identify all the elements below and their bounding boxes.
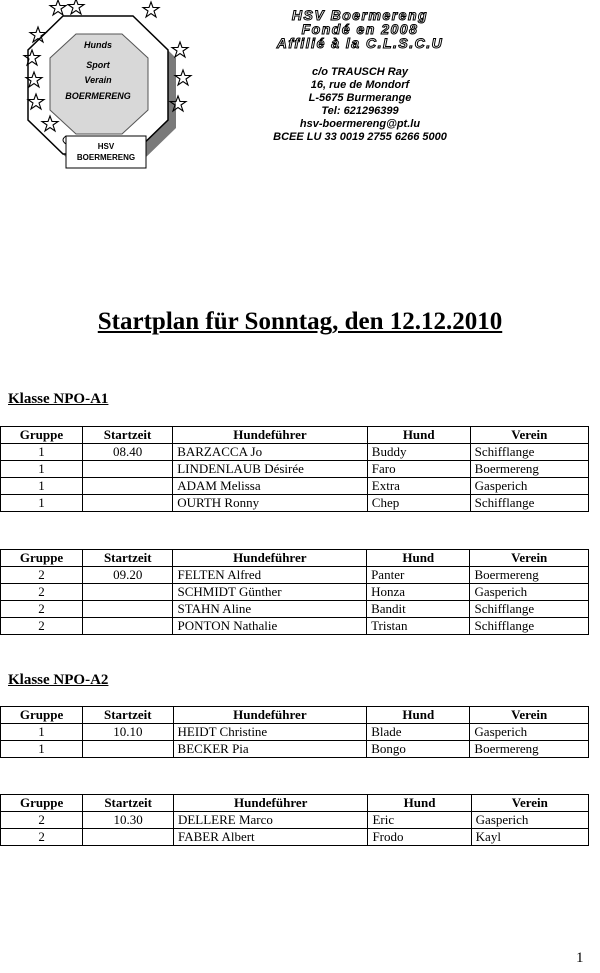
cell-group: 1 [1,495,83,512]
column-header-dog: Hund [367,550,470,567]
table-header-row [1,427,589,444]
column-header-start-time: Startzeit [83,795,174,812]
cell-club: Gasperich [470,478,588,495]
logo-graphic [8,0,203,175]
class-heading-npo-a1: Klasse NPO-A1 [8,391,109,407]
column-header-club: Verein [471,795,588,812]
cell-club: Kayl [471,829,588,846]
table-header-row [1,707,589,724]
table-row [1,567,589,584]
cell-handler: ADAM Melissa [173,478,368,495]
page-number: 1 [576,950,584,966]
cell-group: 2 [1,584,83,601]
table-header-row [1,550,589,567]
cell-handler: BARZACCA Jo [173,444,368,461]
cell-dog: Eric [368,812,471,829]
cell-dog: Extra [367,478,470,495]
contact-bank: BCEE LU 33 0019 2755 6266 5000 [273,131,447,143]
cell-dog: Frodo [368,829,471,846]
cell-group: 2 [1,812,83,829]
contact-block [255,66,465,144]
cell-start-time: 10.30 [83,812,174,829]
cell-dog: Chep [367,495,470,512]
logo-line-1: Hunds [84,40,112,50]
cell-handler: DELLERE Marco [173,812,367,829]
cell-group: 1 [1,478,83,495]
cell-group: 2 [1,567,83,584]
cell-start-time [82,478,172,495]
logo-banner-line-2: BOERMERENG [76,153,136,162]
org-founded: Fondé en 2008 [301,21,419,37]
cell-handler: OURTH Ronny [173,495,368,512]
column-header-club: Verein [470,707,589,724]
cell-handler: SCHMIDT Günther [173,584,367,601]
cell-club: Schifflange [470,495,588,512]
class-heading-npo-a2: Klasse NPO-A2 [8,672,109,688]
column-header-handler: Hundeführer [173,550,367,567]
column-header-club: Verein [470,550,589,567]
contact-city: L-5675 Burmerange [308,92,412,104]
column-header-dog: Hund [367,707,470,724]
column-header-handler: Hundeführer [173,795,367,812]
cell-club: Schifflange [470,618,589,635]
contact-name: c/o TRAUSCH Ray [312,66,408,78]
cell-handler: LINDENLAUB Désirée [173,461,368,478]
cell-start-time: 09.20 [83,567,173,584]
club-logo [8,0,203,175]
contact-phone: Tel: 621296399 [321,105,399,117]
logo-line-2: Sport [86,60,110,70]
table-row [1,601,589,618]
cell-dog: Honza [367,584,470,601]
cell-start-time [83,829,174,846]
cell-dog: Bandit [367,601,470,618]
column-header-club: Verein [470,427,588,444]
start-table-a1-group-1 [0,426,589,512]
column-header-start-time: Startzeit [82,427,172,444]
cell-dog: Bongo [367,741,470,758]
cell-start-time [83,584,173,601]
table-row [1,618,589,635]
cell-club: Schifflange [470,601,589,618]
column-header-dog: Hund [368,795,471,812]
contact-email: hsv-boermereng@pt.lu [299,118,421,130]
cell-club: Gasperich [470,584,589,601]
cell-start-time [82,495,172,512]
cell-dog: Faro [367,461,470,478]
table-row [1,741,589,758]
column-header-handler: Hundeführer [173,427,368,444]
cell-dog: Buddy [367,444,470,461]
cell-group: 1 [1,461,83,478]
cell-start-time [82,461,172,478]
cell-club: Boermereng [470,741,589,758]
cell-dog: Tristan [367,618,470,635]
cell-group: 1 [1,741,83,758]
cell-group: 2 [1,829,83,846]
cell-club: Boermereng [470,567,589,584]
org-affiliation: Affilié à la C.L.S.C.U [276,35,444,51]
column-header-start-time: Startzeit [83,707,173,724]
table-row [1,444,589,461]
cell-handler: STAHN Aline [173,601,367,618]
column-header-dog: Hund [367,427,470,444]
document-title: Startplan für Sonntag, den 12.12.2010 [97,308,503,335]
column-header-group: Gruppe [1,550,83,567]
table-header-row [1,795,589,812]
cell-club: Boermereng [470,461,588,478]
table-row [1,724,589,741]
cell-handler: HEIDT Christine [173,724,367,741]
column-header-handler: Hundeführer [173,707,367,724]
cell-group: 2 [1,601,83,618]
cell-dog: Blade [367,724,470,741]
cell-handler: PONTON Nathalie [173,618,367,635]
column-header-group: Gruppe [1,795,83,812]
column-header-start-time: Startzeit [83,550,173,567]
cell-start-time: 08.40 [82,444,172,461]
start-table-a2-group-2 [0,794,589,846]
cell-handler: BECKER Pia [173,741,367,758]
cell-club: Schifflange [470,444,588,461]
table-row [1,478,589,495]
cell-start-time: 10.10 [83,724,173,741]
logo-line-4: BOERMERENG [65,91,131,101]
column-header-group: Gruppe [1,707,83,724]
logo-banner-line-1: HSV [97,142,115,151]
cell-group: 1 [1,444,83,461]
cell-group: 1 [1,724,83,741]
cell-club: Gasperich [470,724,589,741]
table-row [1,461,589,478]
cell-handler: FABER Albert [173,829,367,846]
cell-start-time [83,741,173,758]
cell-dog: Panter [367,567,470,584]
column-header-group: Gruppe [1,427,83,444]
organisation-header [255,8,465,144]
start-table-a1-group-2 [0,549,589,635]
cell-start-time [83,601,173,618]
cell-club: Gasperich [471,812,588,829]
table-row [1,829,589,846]
org-name: HSV Boermereng [291,7,429,23]
cell-start-time [83,618,173,635]
logo-line-3: Verain [84,75,112,85]
table-row [1,495,589,512]
table-row [1,584,589,601]
table-row [1,812,589,829]
cell-group: 2 [1,618,83,635]
contact-street: 16, rue de Mondorf [310,79,410,91]
cell-handler: FELTEN Alfred [173,567,367,584]
start-table-a2-group-1 [0,706,589,758]
